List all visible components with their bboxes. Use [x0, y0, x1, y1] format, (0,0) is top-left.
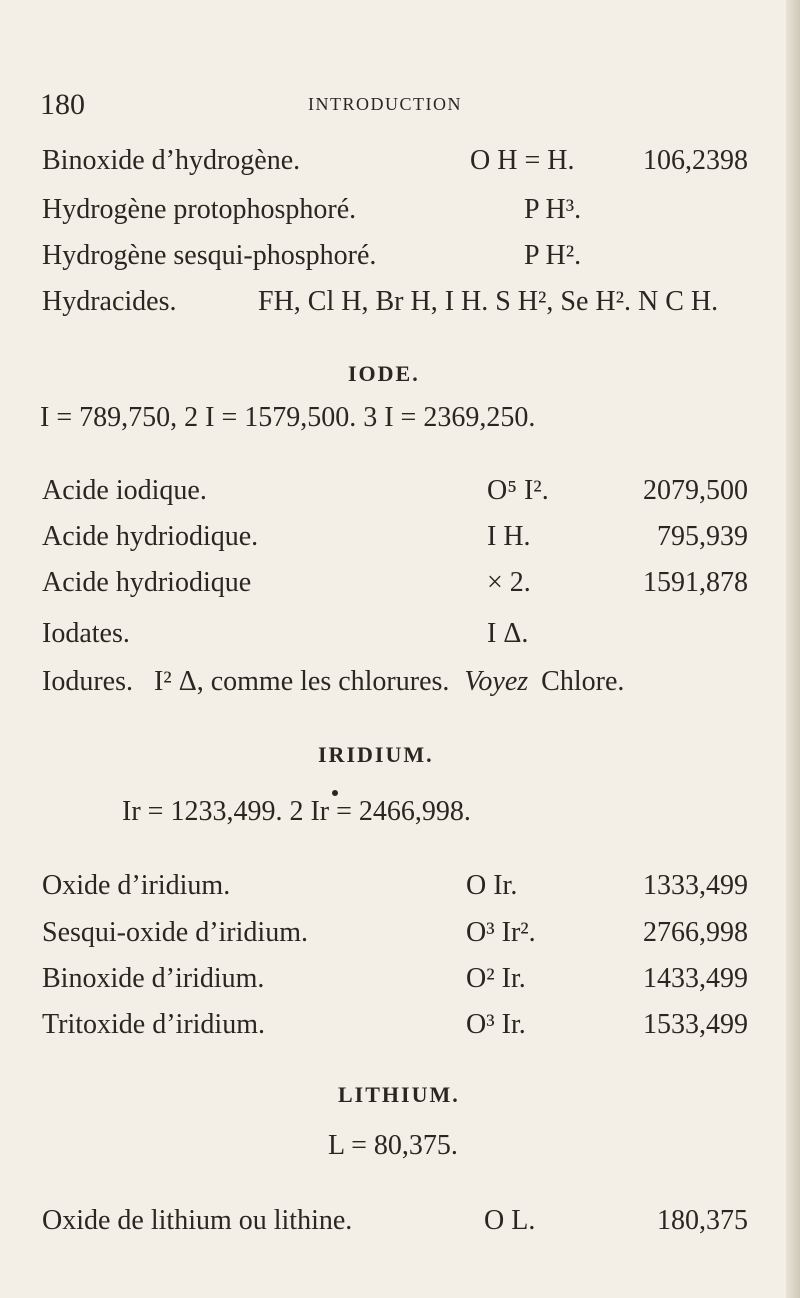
entry-formula: O² Ir.: [466, 963, 526, 994]
entry-formula: O L.: [484, 1205, 536, 1236]
atomic-weights-iode: I = 789,750, 2 I = 1579,500. 3 I = 2369,250.: [40, 402, 536, 433]
iodures-text: I² Δ, comme les chlorures.: [153, 666, 450, 697]
atomic-weight-lithium: L = 80,375.: [328, 1130, 458, 1161]
hydracides-name: Hydracides.: [42, 286, 177, 317]
hydracides-formulas: FH, Cl H, Br H, I H. S H², Se H². N C H.: [258, 286, 719, 317]
entry-name: Binoxide d’hydrogène.: [42, 145, 301, 176]
entry-formula: O⁵ I².: [487, 475, 549, 506]
entry-name: Tritoxide d’iridium.: [42, 1009, 265, 1040]
page-number: 180: [40, 88, 85, 121]
entry-name: Oxide de lithium ou lithine.: [42, 1205, 353, 1236]
entry-formula: O³ Ir².: [466, 917, 536, 948]
entry-formula: O Ir.: [466, 870, 518, 901]
entry-value: 1591,878: [643, 567, 748, 598]
entry-name: Acide hydriodique: [42, 567, 252, 598]
section-title-lithium: LITHIUM.: [338, 1082, 460, 1107]
atomic-weights-iridium: Ir = 1233,499. 2 Ir = 2466,998.: [122, 796, 471, 827]
iodures-line: [42, 666, 624, 698]
entry-formula: O³ Ir.: [466, 1009, 526, 1040]
entry-name: Sesqui-oxide d’iridium.: [42, 917, 308, 948]
entry-value: 2079,500: [643, 475, 748, 506]
voyez-text: Voyez: [464, 666, 529, 697]
section-title-iridium: IRIDIUM.: [318, 742, 434, 767]
entry-value: 795,939: [657, 521, 748, 552]
entry-name: Acide hydriodique.: [42, 521, 259, 552]
entry-formula: O H = H.: [470, 145, 575, 176]
iodures-name: Iodures.: [42, 666, 133, 697]
section-title-iode: IODE.: [348, 361, 420, 386]
entry-value: 2766,998: [643, 917, 748, 948]
running-title: INTRODUCTION: [308, 94, 462, 114]
entry-name: Hydrogène protophosphoré.: [42, 194, 357, 225]
entry-name: Hydrogène sesqui-phosphoré.: [42, 240, 377, 271]
entry-value: 1333,499: [643, 870, 748, 901]
entry-name: Oxide d’iridium.: [42, 870, 231, 901]
entry-formula: I Δ.: [487, 618, 529, 649]
entry-formula: × 2.: [487, 567, 531, 598]
entry-value: 180,375: [657, 1205, 748, 1236]
entry-value: 1533,499: [643, 1009, 748, 1040]
entry-name: Binoxide d’iridium.: [42, 963, 265, 994]
entry-name: Acide iodique.: [42, 475, 207, 506]
entry-formula: P H³.: [524, 194, 582, 225]
entry-value: 106,2398: [643, 145, 748, 176]
entry-formula: I H.: [487, 521, 531, 552]
page-edge: [786, 0, 800, 1298]
entry-formula: P H².: [524, 240, 582, 271]
entry-name: Iodates.: [42, 618, 130, 649]
chlore-reference: Chlore.: [541, 666, 625, 697]
entry-value: 1433,499: [643, 963, 748, 994]
